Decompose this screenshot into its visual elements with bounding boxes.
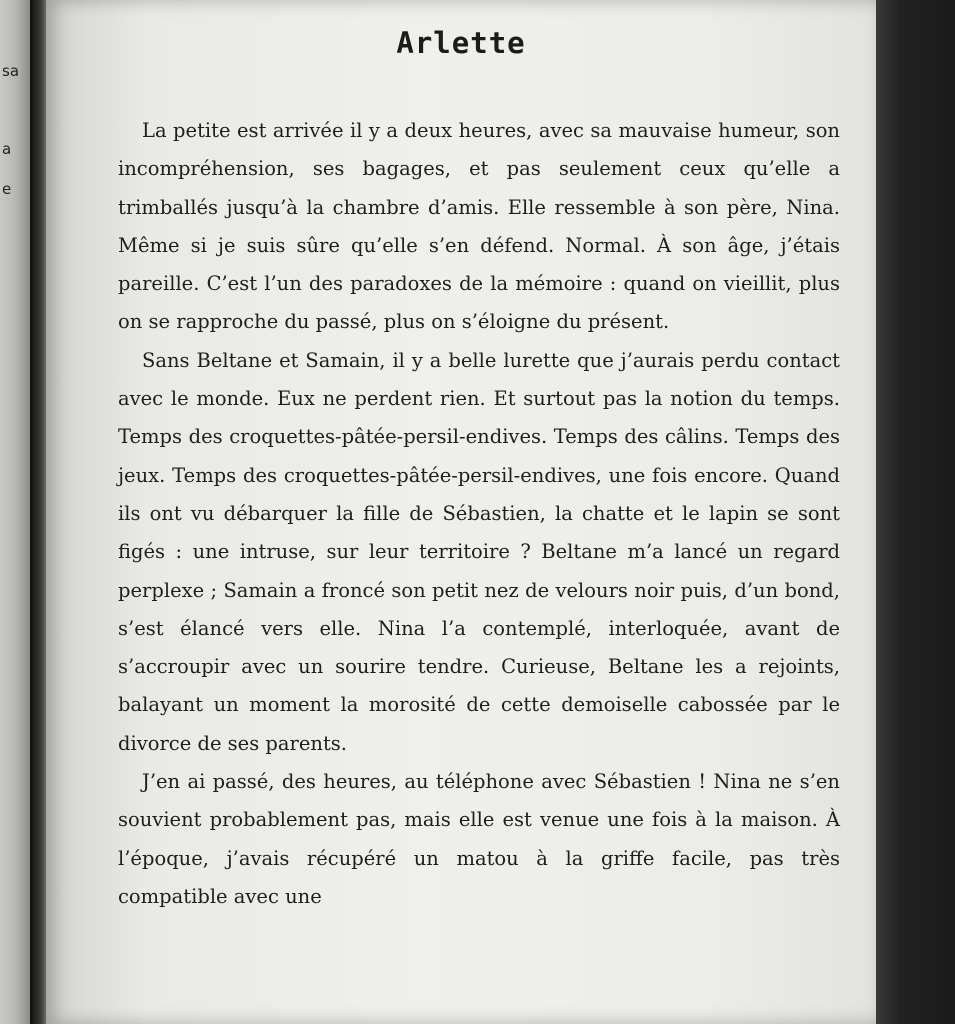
facing-page-fragment: e [2,180,12,198]
background-shadow [876,0,955,1024]
facing-page [0,0,30,1024]
paragraph: Sans Beltane et Samain, il y a belle lurette que j’aurais perdu contact avec le monde. Eux ne perdent rien. Et surtout pas la notion du temps. Temps des croquettes-pâtée-persil-endives. Temps des câlins. Temps des jeux. Temps des croquettes-pâtée-persil-endives, une fois encore. Quand ils ont vu débarquer la fille de Sébastien, la chatte et le lapin se sont figés : une intruse, sur leur territoire ? Beltane m’a lancé un regard perplexe ; Samain a froncé son petit nez de velours noir puis, d’un bond, s’est élancé vers elle. Nina l’a contemplé, interloquée, avant de s’accroupir avec un sourire tendre. Curieuse, Beltane les a rejoints, balayant un moment la morosité de cette demoiselle cabossée par le divorce de ses parents. [118,348,840,755]
book-page [46,0,876,1024]
facing-page-fragment: sa [2,62,20,80]
chapter-title: Arlette [396,26,526,60]
paragraph: J’en ai passé, des heures, au téléphone avec Sébastien ! Nina ne s’en souvient probablement pas, mais elle est venue une fois à la maison. À l’époque, j’avais récupéré un matou à la griffe facile, pas très compatible avec une [118,770,840,908]
paragraph: La petite est arrivée il y a deux heures, avec sa mauvaise humeur, son incompréhension, ses bagages, et pas seulement ceux qu’elle a trimballés jusqu’à la chambre d’amis. Elle ressemble à son père, Nina. Même si je suis sûre qu’elle s’en défend. Normal. À son âge, j’étais pareille. C’est l’un des paradoxes de la mémoire : quand on vieillit, plus on se rapproche du passé, plus on s’éloigne du présent. [118,119,840,334]
facing-page-fragment: a [2,140,12,158]
page-body [118,112,840,916]
